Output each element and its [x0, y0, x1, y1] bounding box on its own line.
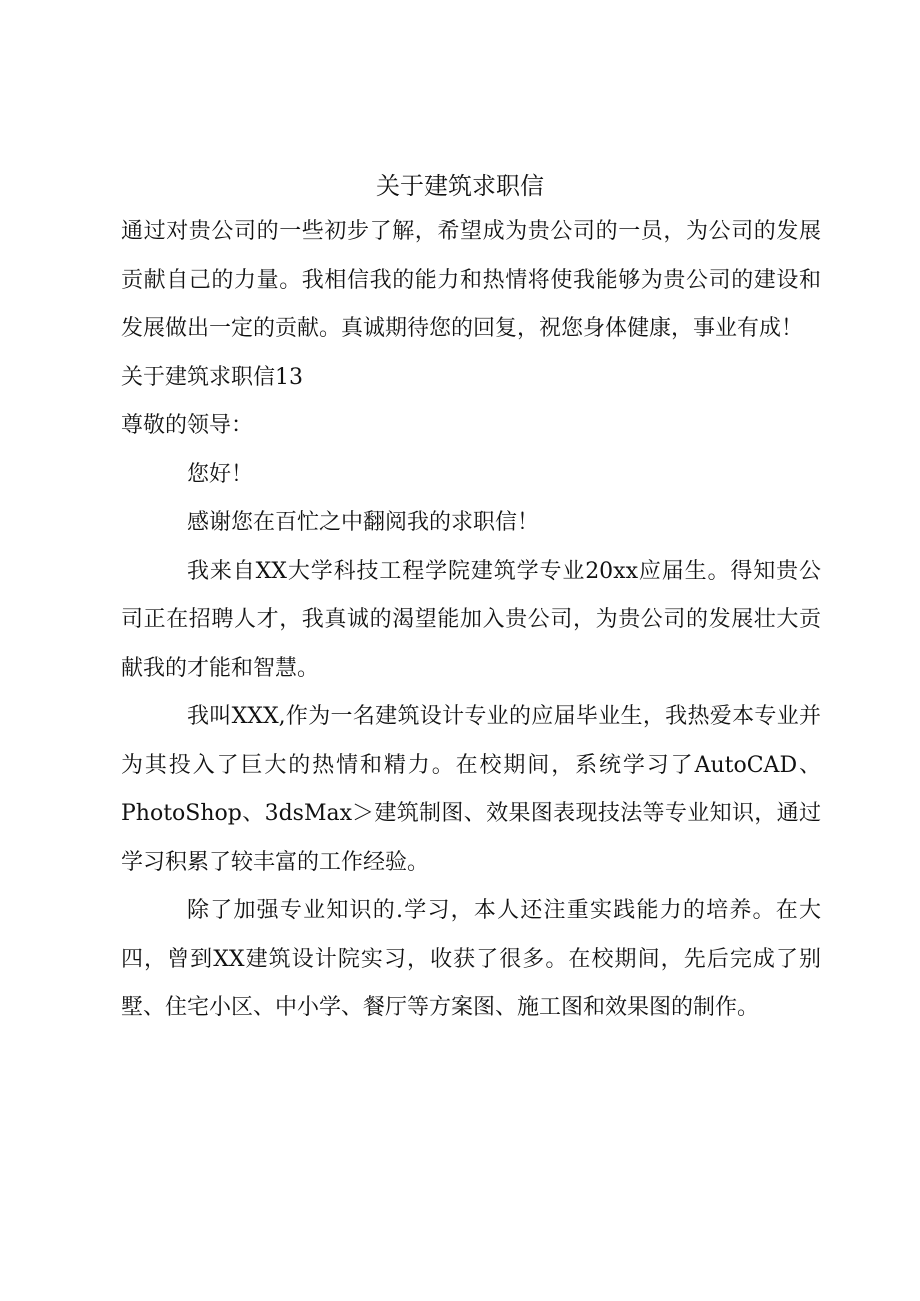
paragraph-closing: 通过对贵公司的一些初步了解，希望成为贵公司的一员，为公司的发展贡献自己的力量。我相信我的能力和热情将使我能够为贵公司的建设和发展做出一定的贡献。真诚期待您的回复，祝您身体健康，事业有成！ [121, 219, 821, 341]
document-body [121, 208, 821, 1033]
document-title: 关于建筑求职信 [376, 172, 544, 200]
greeting: 您好！ [187, 461, 254, 487]
paragraph-practice: 除了加强专业知识的.学习，本人还注重实践能力的培养。在大四，曾到XX建筑设计院实习，收获了很多。在校期间，先后完成了别墅、住宅小区、中小学、餐厅等方案图、施工图和效果图的制作。 [121, 898, 821, 1020]
paragraph-skills: 我叫XXX,作为一名建筑设计专业的应届毕业生，我热爱本专业并为其投入了巨大的热情和精力。在校期间，系统学习了AutoCAD、PhotoShop、3dsMax＞建筑制图、效果图表现技法等专业知识，通过学习积累了较丰富的工作经验。 [121, 704, 821, 875]
letter-heading: 关于建筑求职信13 [121, 364, 303, 390]
salutation: 尊敬的领导： [121, 413, 254, 438]
paragraph-introduction: 我来自XX大学科技工程学院建筑学专业20xx应届生。得知贵公司正在招聘人才，我真诚的渴望能加入贵公司，为贵公司的发展壮大贡献我的才能和智慧。 [121, 558, 821, 681]
paragraph-thanks: 感谢您在百忙之中翻阅我的求职信！ [187, 510, 540, 535]
